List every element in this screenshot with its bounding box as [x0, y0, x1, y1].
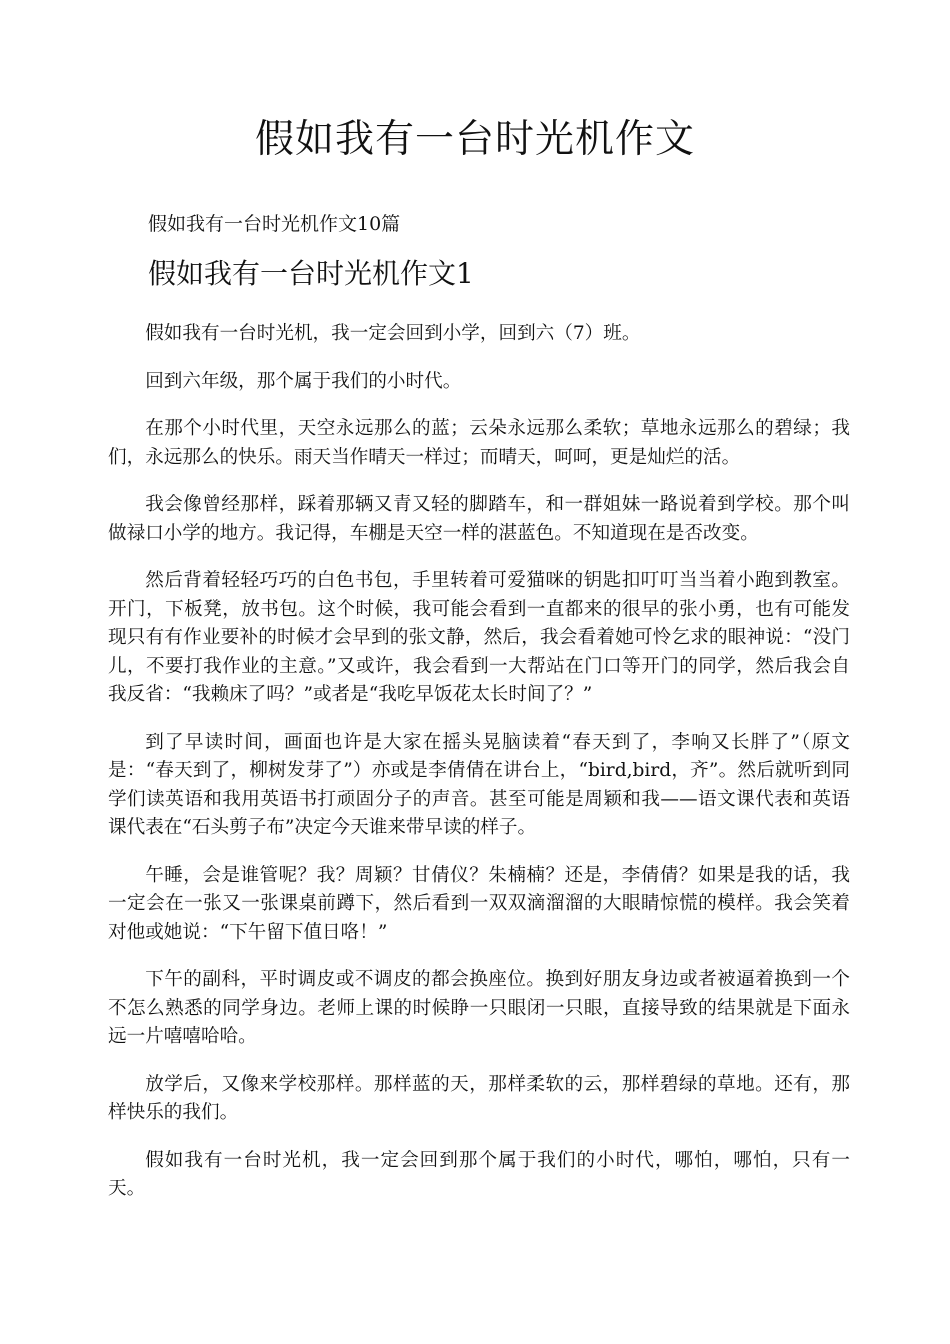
paragraph: 假如我有一台时光机，我一定会回到那个属于我们的小时代，哪怕，哪怕，只有一天。: [108, 1149, 850, 1199]
section-heading: 假如我有一台时光机作文1: [148, 257, 474, 290]
document-subtitle: 假如我有一台时光机作文10篇: [148, 213, 401, 235]
paragraph: 到了早读时间，画面也许是大家在摇头晃脑读着“春天到了，李响又长胖了”（原文是：“春天到了，柳树发芽了”）亦或是李倩倩在讲台上，“bird,bird，齐”。然后就听到同学们读英语和我用英语书打顽固分子的声音。甚至可能是周颖和我——语文课代表和英语课代表在“石头剪子布”决定今天谁来带早读的样子。: [108, 731, 850, 838]
paragraph: 午睡，会是谁管呢？我？周颖？甘倩仪？朱楠楠？还是，李倩倩？如果是我的话，我一定会在一张又一张课桌前蹲下，然后看到一双双滴溜溜的大眼睛惊慌的模样。我会笑着对他或她说：“下午留下值日咯！”: [108, 864, 850, 943]
paragraph: 回到六年级，那个属于我们的小时代。: [145, 370, 462, 392]
paragraph: 放学后，又像来学校那样。那样蓝的天，那样柔软的云，那样碧绿的草地。还有，那样快乐的我们。: [108, 1073, 850, 1123]
paragraph: 然后背着轻轻巧巧的白色书包，手里转着可爱猫咪的钥匙扣叮叮当当着小跑到教室。开门，下板凳，放书包。这个时候，我可能会看到一直都来的很早的张小勇，也有可能发现只有有作业要补的时候才会早到的张文静，然后，我会看着她可怜乞求的眼神说：“没门儿，不要打我作业的主意。”又或许，我会看到一大帮站在门口等开门的同学，然后我会自我反省：“我赖床了吗？”或者是“我吃早饭花太长时间了？”: [108, 570, 850, 705]
paragraph: 下午的副科，平时调皮或不调皮的都会换座位。换到好朋友身边或者被逼着换到一个不怎么熟悉的同学身边。老师上课的时候睁一只眼闭一只眼，直接导致的结果就是下面永远一片嘻嘻哈哈。: [108, 969, 850, 1047]
paragraph: 在那个小时代里，天空永远那么的蓝；云朵永远那么柔软；草地永远那么的碧绿；我们，永远那么的快乐。雨天当作晴天一样过；而晴天，呵呵，更是灿烂的活。: [108, 418, 850, 468]
paragraph: 我会像曾经那样，踩着那辆又青又轻的脚踏车，和一群姐妹一路说着到学校。那个叫做禄口小学的地方。我记得，车棚是天空一样的湛蓝色。不知道现在是否改变。: [108, 494, 850, 544]
article-body: [108, 320, 850, 1223]
document-title: 假如我有一台时光机作文: [254, 117, 695, 162]
paragraph: 假如我有一台时光机，我一定会回到小学，回到六（7）班。: [145, 323, 641, 344]
